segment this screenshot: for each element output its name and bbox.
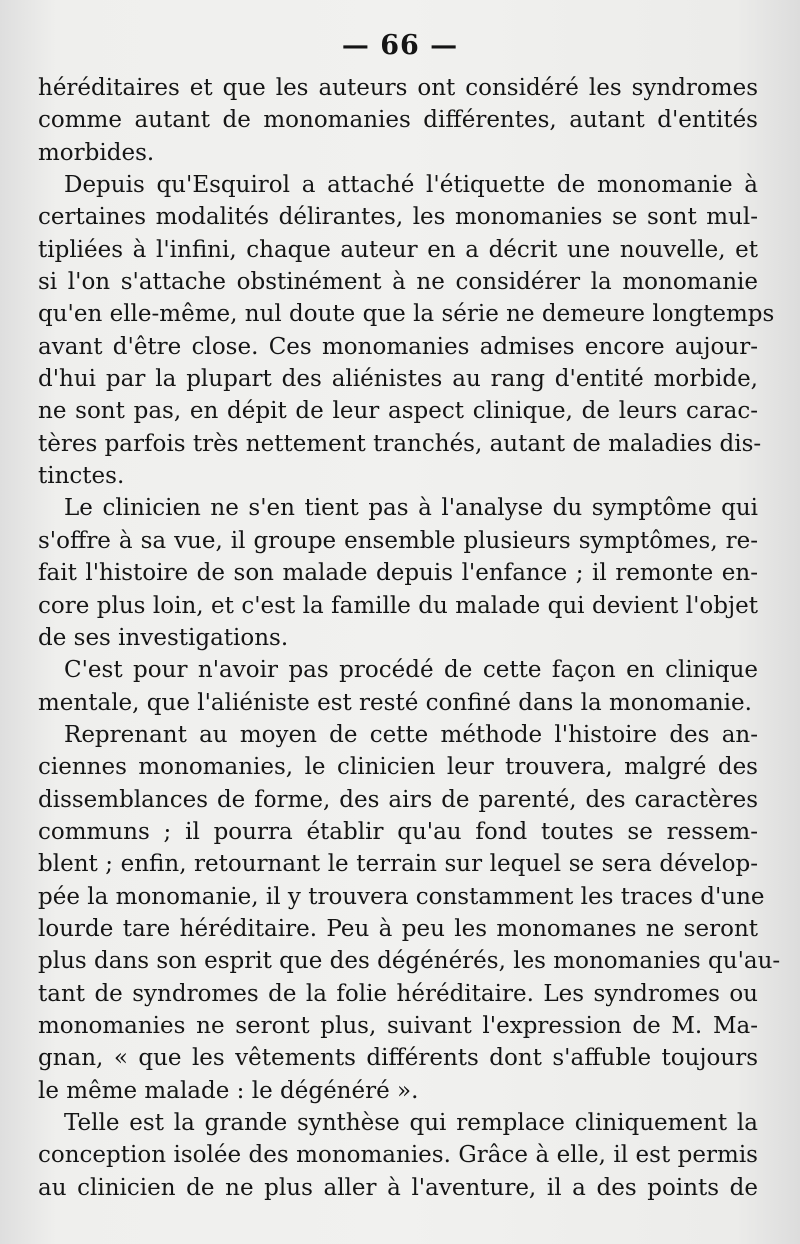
text-line: core plus loin, et c'est la famille du malade qui devient l'objet <box>38 592 758 619</box>
text-line: communs ; il pourra établir qu'au fond toutes se ressem- <box>38 818 758 845</box>
text-line: Depuis qu'Esquirol a attaché l'étiquette de monomanie à <box>64 172 758 199</box>
text-line: C'est pour n'avoir pas procédé de cette façon en clinique <box>64 657 758 684</box>
text-line: conception isolée des monomanies. Grâce à elle, il est permis <box>38 1142 758 1169</box>
body-text <box>38 72 781 1204</box>
text-line: héréditaires et que les auteurs ont considéré les syndromes <box>38 75 758 101</box>
text-line: mentale, que l'aliéniste est resté confiné dans la monomanie. <box>38 689 752 716</box>
text-line: Reprenant au moyen de cette méthode l'histoire des an- <box>64 721 758 748</box>
text-line: plus dans son esprit que des dégénérés, les monomanies qu'au- <box>38 948 781 975</box>
text-line: gnan, « que les vêtements différents dont s'affuble toujours <box>38 1045 758 1072</box>
text-line: au clinicien de ne plus aller à l'aventure, il a des points de <box>38 1174 758 1201</box>
text-line: monomanies ne seront plus, suivant l'expression de M. Ma- <box>38 1012 758 1039</box>
text-line: ciennes monomanies, le clinicien leur trouvera, malgré des <box>38 754 758 781</box>
text-line: pée la monomanie, il y trouvera constamment les traces d'une <box>38 883 765 910</box>
text-line: tinctes. <box>38 463 125 490</box>
text-line: d'hui par la plupart des aliénistes au rang d'entité morbide, <box>38 366 758 393</box>
text-line: de ses investigations. <box>38 624 289 651</box>
text-line: comme autant de monomanies différentes, autant d'entités <box>38 107 758 134</box>
page-number: — 66 — <box>341 30 459 61</box>
text-line: Le clinicien ne s'en tient pas à l'analyse du symptôme qui <box>64 495 758 522</box>
text-line: tant de syndromes de la folie héréditaire. Les syndromes ou <box>38 980 758 1007</box>
text-line: certaines modalités délirantes, les monomanies se sont mul- <box>38 204 758 231</box>
text-line: tères parfois très nettement tranchés, autant de maladies dis- <box>38 430 762 457</box>
text-line: lourde tare héréditaire. Peu à peu les monomanes ne seront <box>38 915 758 942</box>
text-line: s'offre à sa vue, il groupe ensemble plusieurs symptômes, re- <box>38 527 758 554</box>
text-line: avant d'être close. Ces monomanies admises encore aujour- <box>38 333 758 360</box>
text-line: dissemblances de forme, des airs de parenté, des caractères <box>38 786 758 813</box>
text-line: si l'on s'attache obstinément à ne considérer la monomanie <box>38 269 758 296</box>
text-line: Telle est la grande synthèse qui remplace cliniquement la <box>64 1110 758 1136</box>
text-line: le même malade : le dégénéré ». <box>38 1077 419 1104</box>
text-line: fait l'histoire de son malade depuis l'enfance ; il remonte en- <box>38 560 758 587</box>
text-line: blent ; enfin, retournant le terrain sur lequel se sera dévelop- <box>38 851 758 878</box>
text-line: qu'en elle-même, nul doute que la série ne demeure longtemps <box>38 301 775 328</box>
text-line: tipliées à l'infini, chaque auteur en a décrit une nouvelle, et <box>38 236 758 263</box>
text-line: morbides. <box>38 139 155 166</box>
text-line: ne sont pas, en dépit de leur aspect clinique, de leurs carac- <box>38 398 758 425</box>
